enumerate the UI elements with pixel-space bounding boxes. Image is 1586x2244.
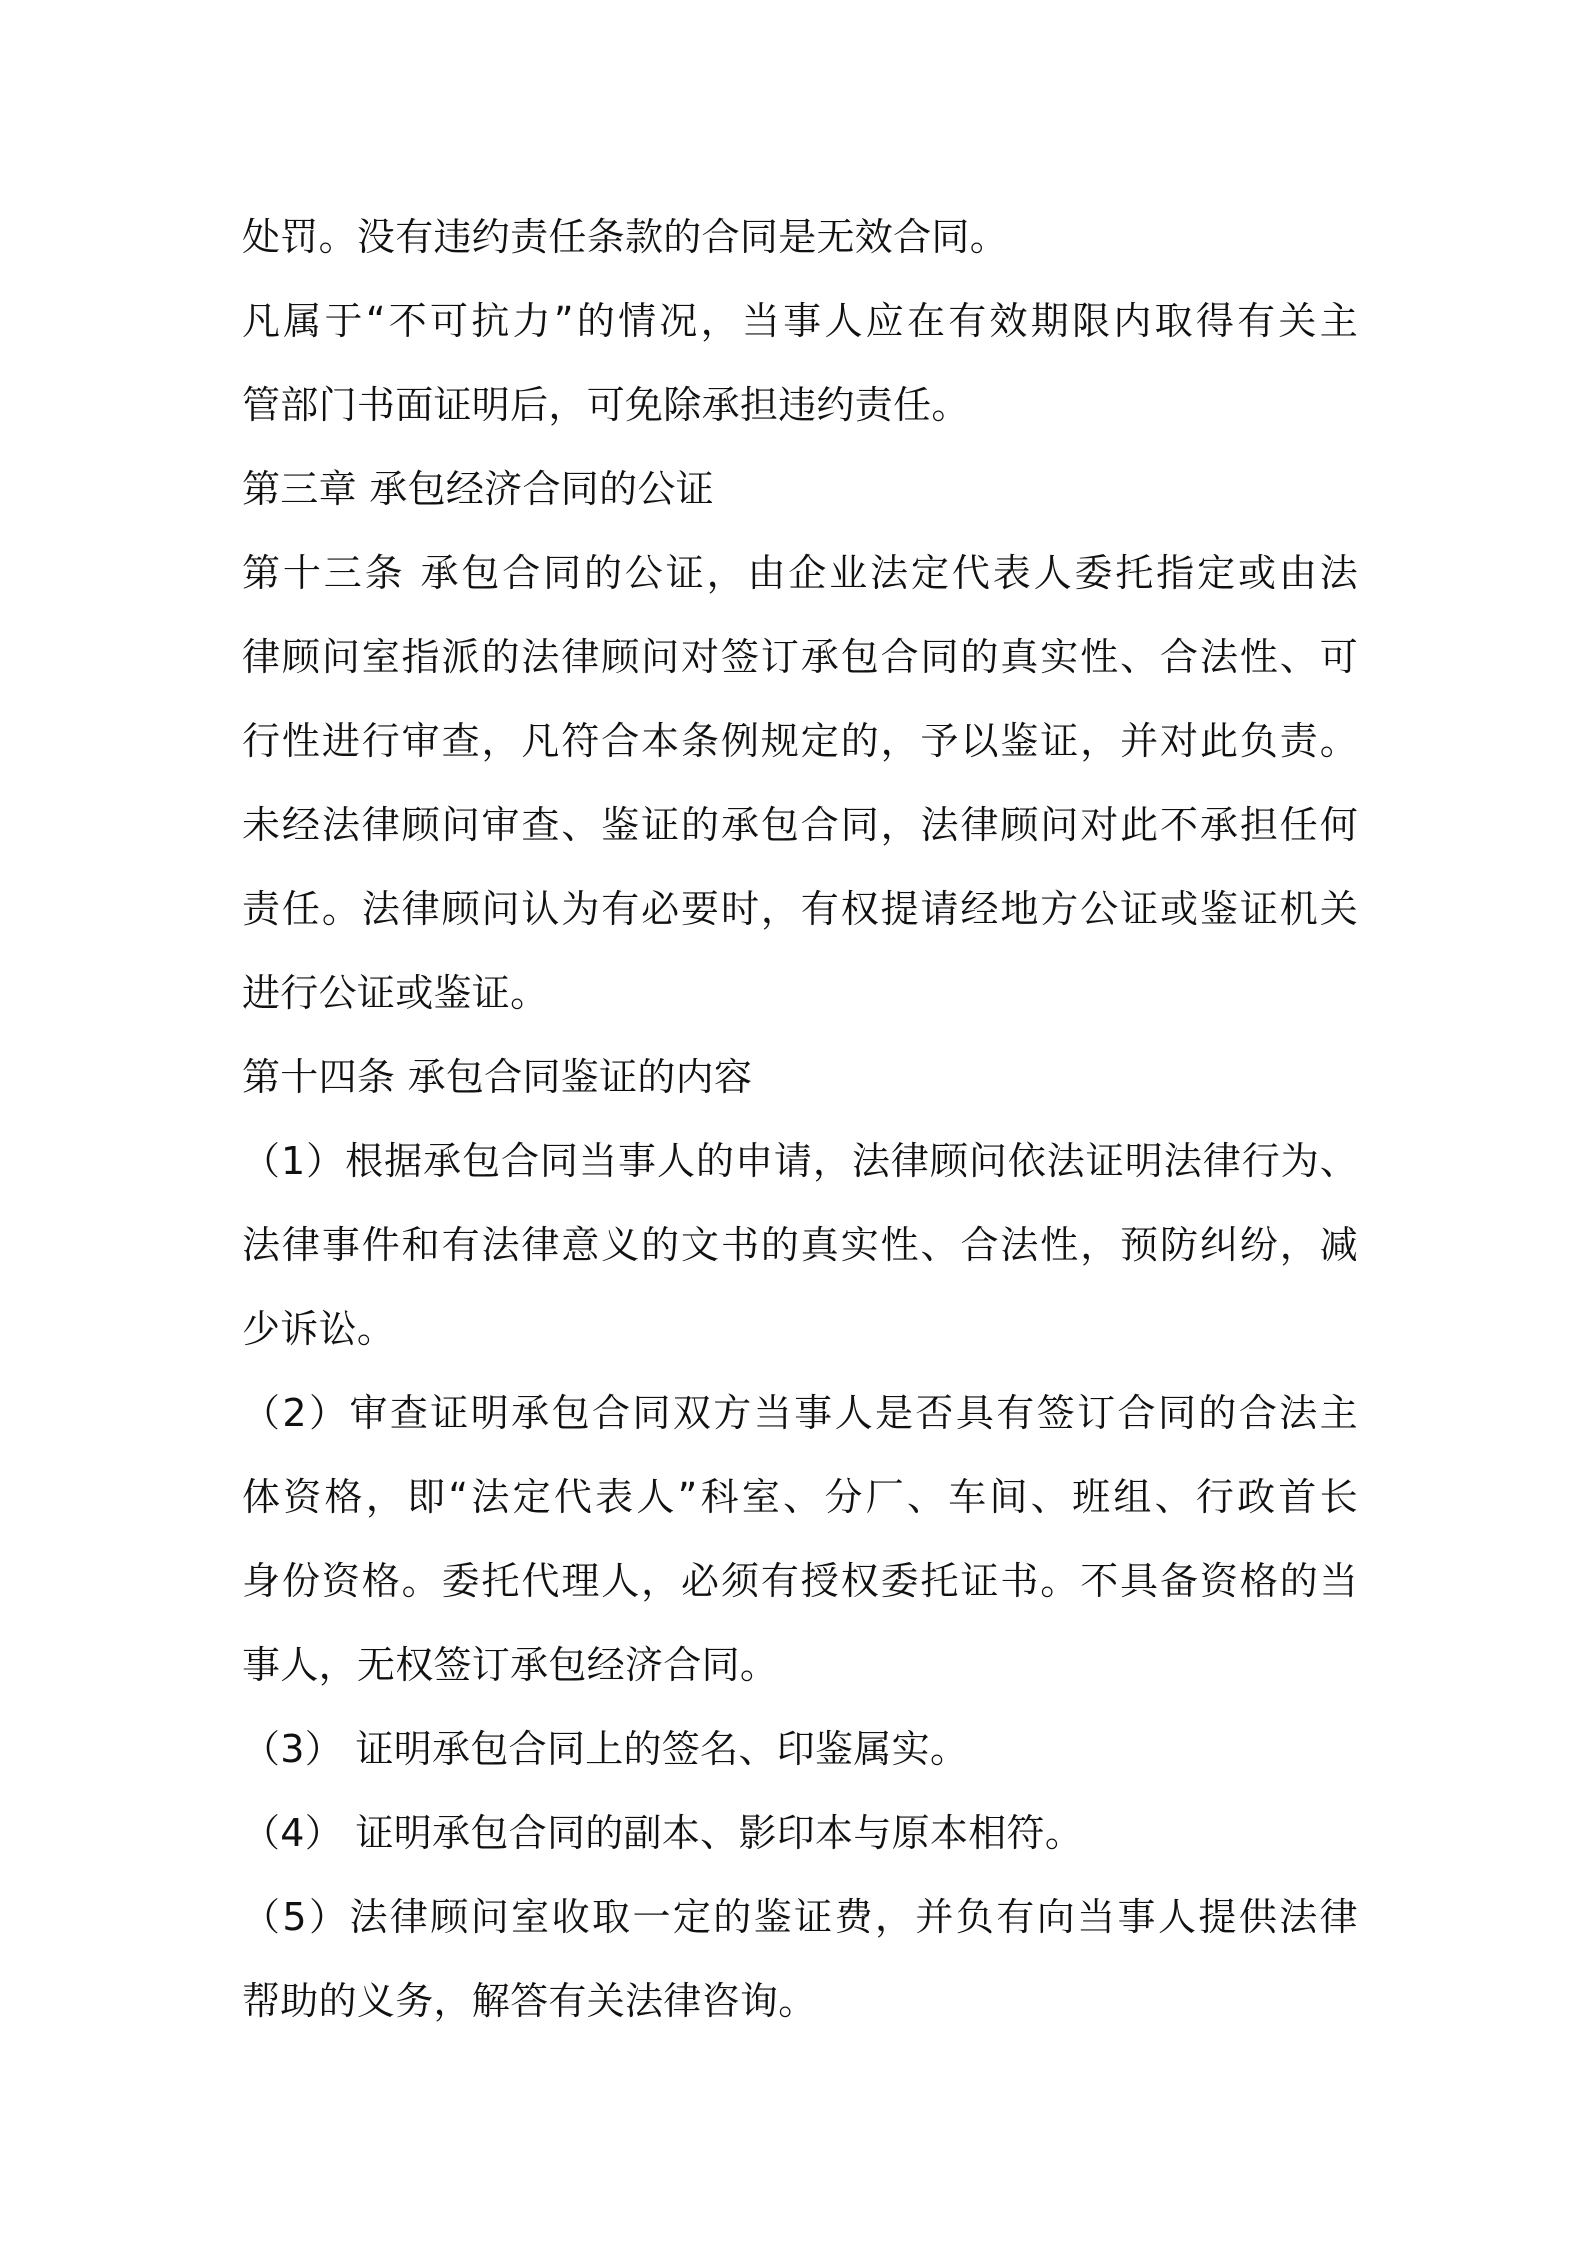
list-item: （5）法律顾问室收取一定的鉴证费，并负有向当事人提供法律 [242,1895,1358,1939]
article-heading: 第十三条 承包合同的公证，由企业法定代表人委托指定或由法 [242,551,1358,595]
text-line: 律顾问室指派的法律顾问对签订承包合同的真实性、合法性、可 [242,635,1358,679]
article-heading: 第十四条 承包合同鉴证的内容 [242,1055,753,1099]
text-line: 身份资格。委托代理人，必须有授权委托证书。不具备资格的当 [242,1559,1358,1603]
chapter-heading: 第三章 承包经济合同的公证 [242,467,714,511]
document-body [242,195,1358,2043]
text-line: 少诉讼。 [242,1307,396,1351]
text-line: 进行公证或鉴证。 [242,971,549,1015]
list-item: （2）审查证明承包合同双方当事人是否具有签订合同的合法主 [242,1391,1358,1435]
text-line: 事人，无权签订承包经济合同。 [242,1643,779,1687]
text-line: 处罚。没有违约责任条款的合同是无效合同。 [242,215,1009,259]
list-item: （3） 证明承包合同上的签名、印鉴属实。 [242,1727,969,1771]
text-line: 未经法律顾问审查、鉴证的承包合同，法律顾问对此不承担任何 [242,803,1358,847]
text-line: 管部门书面证明后，可免除承担违约责任。 [242,383,970,427]
text-line: 帮助的义务，解答有关法律咨询。 [242,1979,817,2023]
list-item: （4） 证明承包合同的副本、影印本与原本相符。 [242,1811,1084,1855]
text-line: 体资格，即“法定代表人”科室、分厂、车间、班组、行政首长 [242,1475,1358,1519]
list-item: （1）根据承包合同当事人的申请，法律顾问依法证明法律行为、 [242,1139,1358,1183]
text-line: 行性进行审查，凡符合本条例规定的，予以鉴证，并对此负责。 [242,719,1358,763]
text-line: 凡属于“不可抗力”的情况，当事人应在有效期限内取得有关主 [242,299,1358,343]
text-line: 责任。法律顾问认为有必要时，有权提请经地方公证或鉴证机关 [242,887,1358,931]
text-line: 法律事件和有法律意义的文书的真实性、合法性，预防纠纷，减 [242,1223,1358,1267]
